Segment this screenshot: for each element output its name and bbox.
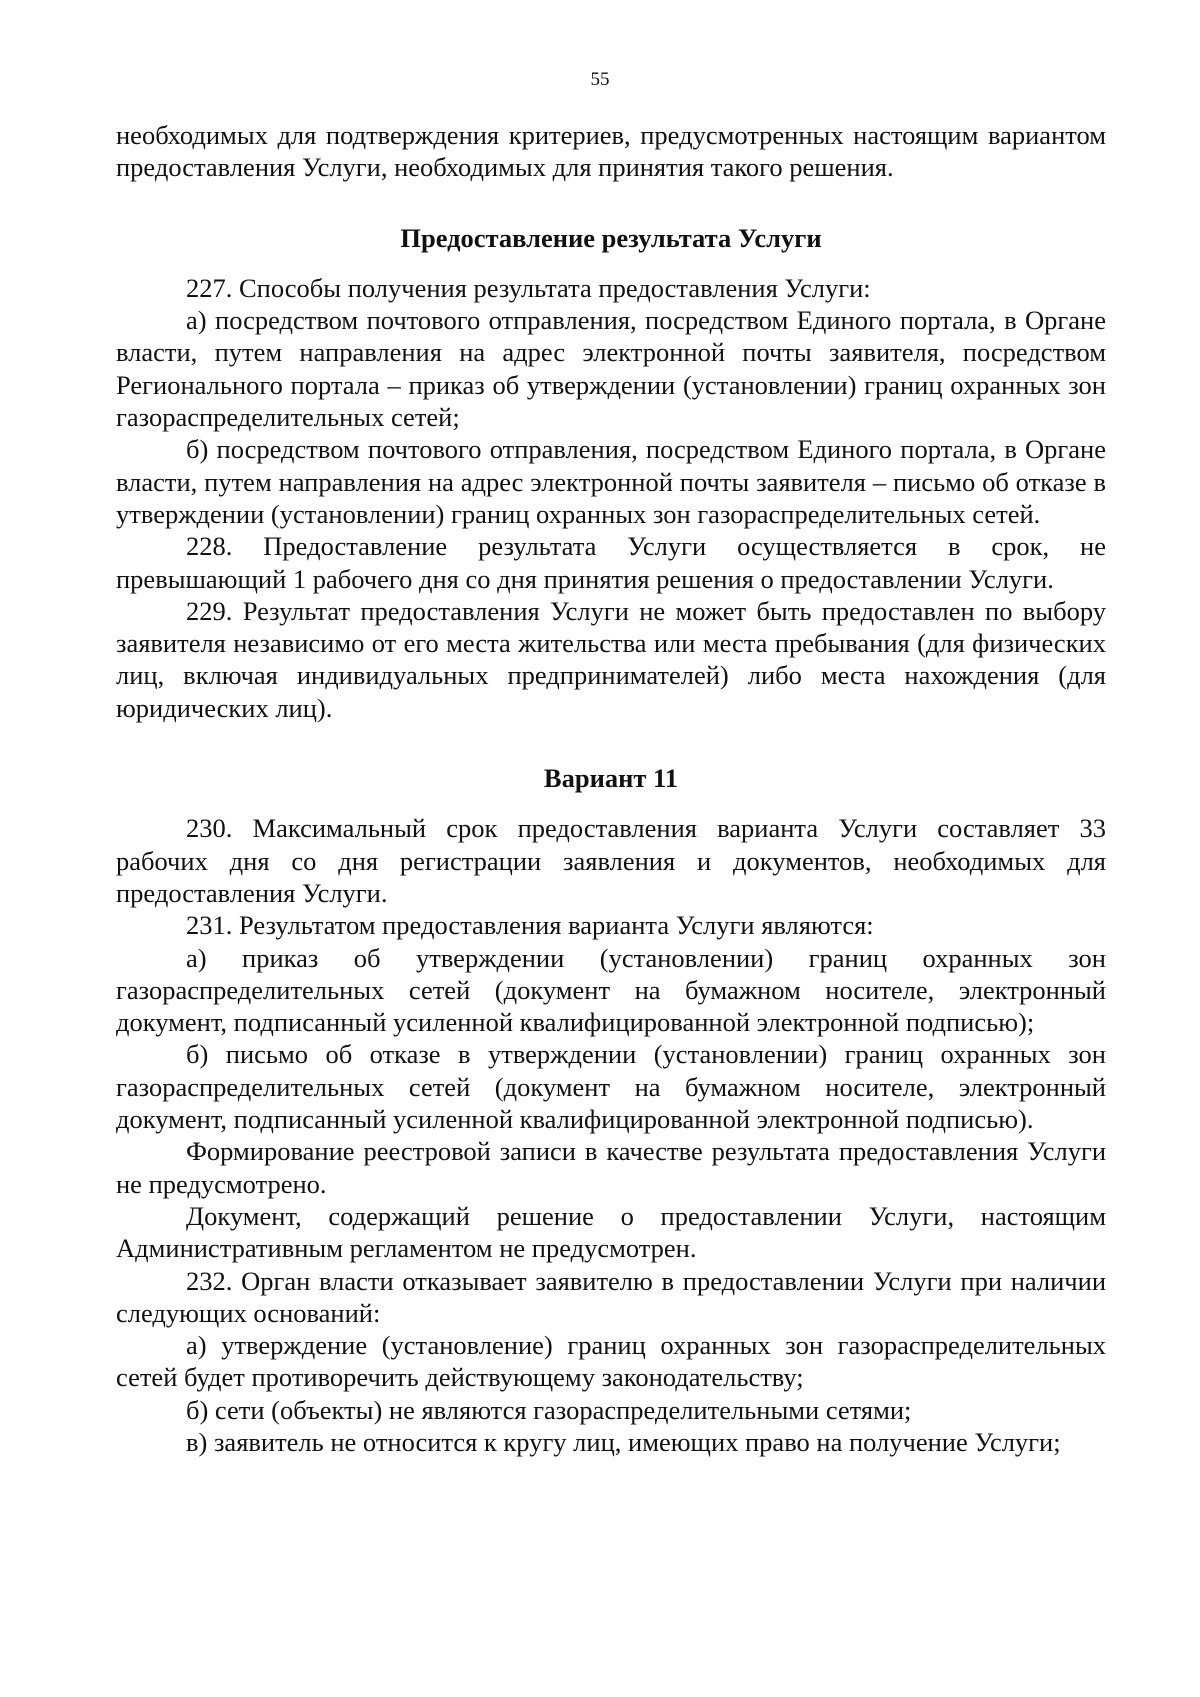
document-body	[116, 119, 1106, 1458]
paragraph-231: 231. Результатом предоставления варианта Услуги являются:	[186, 910, 874, 941]
paragraph-232-v: в) заявитель не относится к кругу лиц, имеющих право на получение Услуги;	[186, 1426, 1061, 1457]
paragraph-decision-document: Документ, содержащий решение о предоставлении Услуги, настоящим Административным регламентом не предусмотрен.	[116, 1200, 1106, 1264]
paragraph-228: 228. Предоставление результата Услуги осуществляется в срок, не превышающий 1 рабочего дня со дня принятия решения о предоставлении Услуги.	[116, 531, 1106, 594]
paragraph-continuation: необходимых для подтверждения критериев, предусмотренных настоящим вариантом предоставления Услуги, необходимых для принятия такого решения.	[116, 120, 1106, 183]
paragraph-231-a: а) приказ об утверждении (установлении) границ охранных зон газораспределительных сетей (документ на бумажном носителе, электронный документ, подписанный усиленной квалифицированной электронной подписью);	[116, 942, 1106, 1038]
paragraph-227: 227. Способы получения результата предоставления Услуги:	[186, 272, 871, 303]
paragraph-232-b: б) сети (объекты) не являются газораспределительными сетями;	[186, 1394, 912, 1425]
section-heading-variant-11: Вариант 11	[543, 763, 679, 794]
page-number: 55	[590, 69, 610, 90]
paragraph-registry-record: Формирование реестровой записи в качестве результата предоставления Услуги не предусмотрено.	[116, 1136, 1106, 1199]
paragraph-232: 232. Орган власти отказывает заявителю в предоставлении Услуги при наличии следующих оснований:	[116, 1265, 1106, 1328]
paragraph-230: 230. Максимальный срок предоставления варианта Услуги составляет 33 рабочих дня со дня регистрации заявления и документов, необходимых для предоставления Услуги.	[116, 813, 1106, 908]
section-heading-result: Предоставление результата Услуги	[400, 222, 822, 253]
paragraph-229: 229. Результат предоставления Услуги не может быть предоставлен по выбору заявителя независимо от его места жительства или места пребывания (для физических лиц, включая индивидуальных предпринимателей) либо места нахождения (для юридических лиц).	[116, 595, 1106, 723]
paragraph-227-a: а) посредством почтового отправления, посредством Единого портала, в Органе власти, путем направления на адрес электронной почты заявителя, посредством Регионального портала – приказ об утверждении (установлении) границ охранных зон газораспределительных сетей;	[116, 305, 1106, 433]
paragraph-231-b: б) письмо об отказе в утверждении (установлении) границ охранных зон газораспределительных сетей (документ на бумажном носителе, электронный документ, подписанный усиленной квалифицированной электронной подписью).	[116, 1039, 1106, 1135]
paragraph-232-a: а) утверждение (установление) границ охранных зон газораспределительных сетей будет противоречить действующему законодательству;	[116, 1330, 1106, 1393]
paragraph-227-b: б) посредством почтового отправления, посредством Единого портала, в Органе власти, путем направления на адрес электронной почты заявителя – письмо об отказе в утверждении (установлении) границ охранных зон газораспределительных сетей.	[116, 434, 1106, 529]
